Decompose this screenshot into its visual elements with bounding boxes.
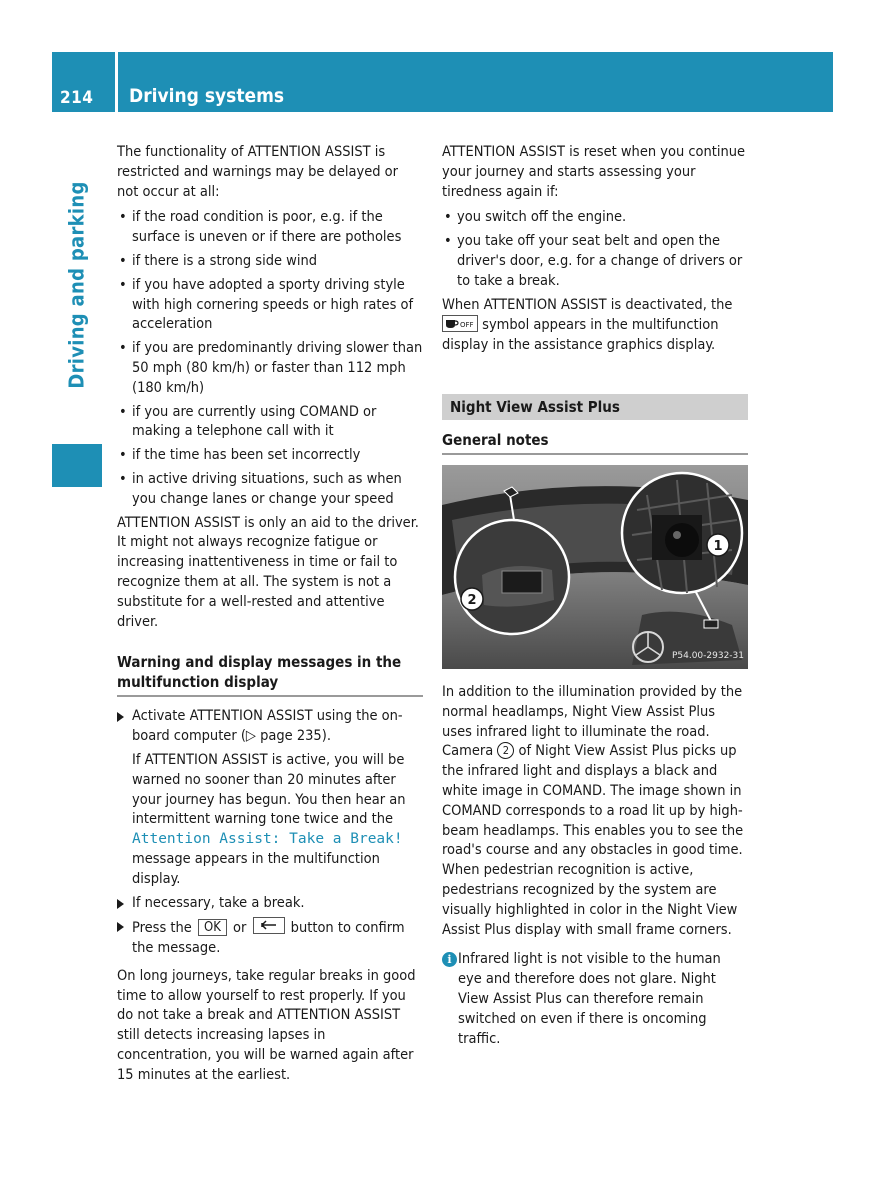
left-column	[117, 143, 423, 1092]
list-item: • in active driving situations, such as when you change lanes or change your speed	[117, 470, 423, 510]
body-text: In addition to the illumination provided by the normal headlamps, Night View Assist Plus uses infrared light to illuminate the road. Camera	[442, 683, 743, 760]
list-item: • if you are predominantly driving slower than 50 mph (80 km/h) or faster than 112 mph (180 km/h)	[117, 339, 423, 398]
display-message: Attention Assist: Take a Break!	[132, 831, 403, 848]
car-front-illustration	[442, 465, 748, 669]
callout-2: 2	[467, 592, 477, 608]
side-tab	[52, 130, 102, 440]
list-item: • if the road condition is poor, e.g. if the surface is uneven or if there are potholes	[117, 208, 423, 248]
coffee-cup-off-icon	[442, 315, 478, 332]
list-item: • you take off your seat belt and open the driver's door, e.g. for a change of drivers or to take a break.	[442, 232, 748, 291]
step-activate	[117, 707, 423, 747]
callout-1: 1	[713, 538, 723, 554]
info-note	[442, 950, 748, 1049]
list-item: • if you are currently using COMAND or making a telephone call with it	[117, 403, 423, 443]
aid-note: ATTENTION ASSIST is only an aid to the driver. It might not always recognize fatigue or increasing inattentiveness in time or fail to recognize them at all. The system is not a substitute for a well-rested and attentive driver.	[117, 514, 419, 630]
svg-text:OFF: OFF	[460, 321, 474, 330]
callout-ref-2: 2	[497, 742, 514, 759]
list-item: • if the time has been set incorrectly	[117, 446, 423, 466]
deactivated-text: symbol appears in the multifunction display in the assistance graphics display.	[442, 317, 719, 354]
deactivated-note	[442, 296, 748, 356]
step-arrow-icon	[117, 899, 124, 909]
header-divider	[115, 52, 118, 112]
page-number: 214	[60, 88, 94, 108]
step-take-break	[117, 894, 423, 914]
list-item: • you switch off the engine.	[442, 208, 748, 228]
step-activate-detail	[117, 751, 423, 890]
right-column	[442, 143, 748, 1049]
step-arrow-icon	[117, 922, 124, 932]
side-tab-label: Driving and parking	[65, 181, 89, 389]
back-arrow-icon	[253, 917, 285, 934]
step-text: Activate ATTENTION ASSIST using the on-board computer (▷ page 235).	[132, 708, 403, 745]
ok-key: OK	[198, 919, 227, 936]
night-view-camera-photo	[442, 465, 748, 669]
step-text: Press the	[132, 920, 192, 937]
list-item: • if there is a strong side wind	[117, 252, 423, 272]
step-arrow-icon	[117, 712, 124, 722]
step-detail-text: If ATTENTION ASSIST is active, you will be warned no sooner than 20 minutes after your journey has begun. You then hear an intermittent warning tone twice and the	[132, 751, 406, 828]
step-text: button to confirm the message.	[132, 920, 405, 957]
general-notes-heading: General notes	[442, 430, 748, 455]
list-item: • if you have adopted a sporty driving style with high cornering speeds or high rates of acceleration	[117, 276, 423, 335]
step-confirm	[117, 917, 423, 959]
warning-messages-heading: Warning and display messages in the multifunction display	[117, 652, 423, 697]
info-icon: i	[442, 952, 457, 967]
step-text: If necessary, take a break.	[132, 894, 305, 911]
reset-intro: ATTENTION ASSIST is reset when you continue your journey and starts assessing your tiredness again if:	[442, 144, 746, 200]
night-view-body	[442, 683, 748, 940]
night-view-heading: Night View Assist Plus	[442, 394, 748, 420]
section-title: Driving systems	[129, 85, 285, 107]
photo-reference-code: P54.00-2932-31	[671, 651, 744, 662]
step-detail-text: message appears in the multifunction display.	[132, 850, 380, 887]
long-journeys-note: On long journeys, take regular breaks in good time to allow yourself to rest properly. If you do not take a break and ATTENTION ASSIST still detects increasing lapses in concentration, you will be warned again after 15 minutes at the earliest.	[117, 967, 416, 1083]
step-text: or	[233, 920, 247, 937]
info-text: Infrared light is not visible to the human eye and therefore does not glare. Night View Assist Plus can therefore remain switched on even if there is oncoming traffic.	[458, 951, 721, 1047]
body-text: of Night View Assist Plus picks up the infrared light and displays a black and white image in COMAND. The image shown in COMAND corresponds to a road lit up by high-beam headlamps. This enables you to see the road's course and any obstacles in good time. When pedestrian recognition is active, pedestrians recognized by the system are visually highlighted in color in the Night View Assist Plus display with small frame corners.	[442, 743, 744, 938]
side-tab-block	[52, 444, 102, 487]
restriction-intro: The functionality of ATTENTION ASSIST is restricted and warnings may be delayed or not occur at all:	[117, 144, 399, 200]
deactivated-text: When ATTENTION ASSIST is deactivated, the	[442, 296, 733, 313]
